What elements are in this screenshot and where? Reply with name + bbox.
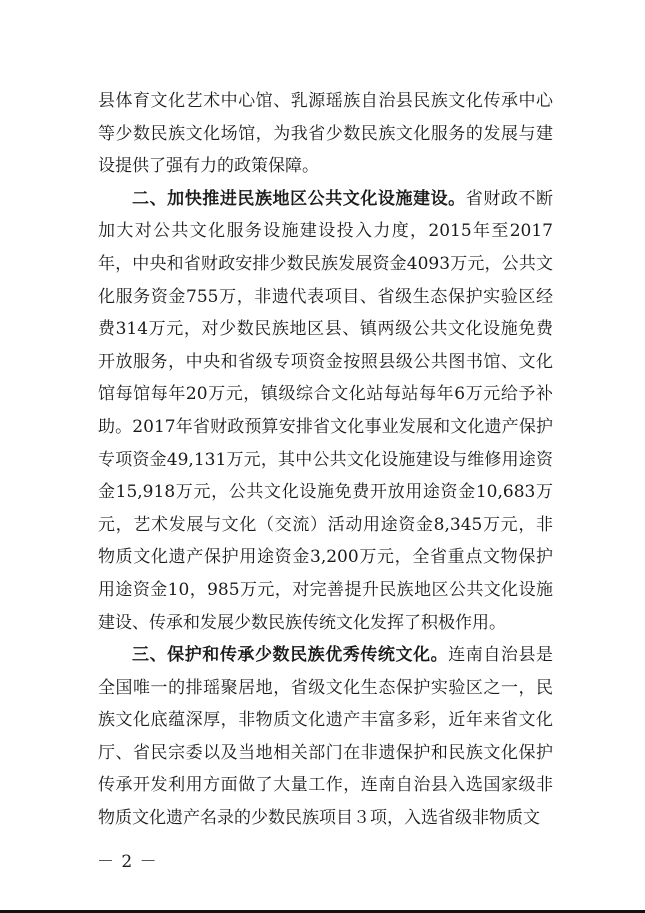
paragraph-section-3 [98,639,553,835]
section-heading-3: 三、保护和传承少数民族优秀传统文化。 [132,645,449,666]
paragraph-section-2 [98,183,553,639]
paragraph-text: 省财政不断加大对公共文化服务设施建设投入力度，2015年至2017年，中央和省财政安排少数民族发展资金4093万元，公共文化服务资金755万，非遗代表项目、省级生态保护实验区经费314万元，对少数民族地区县、镇两级公共文化设施免费开放服务，中央和省级专项资金按照县级公共图书馆、文化馆每馆每年20万元，镇级综合文化站每站每年6万元给予补助。2017年省财政预算安排省文化事业发展和文化遗产保护专项资金49,131万元，其中公共文化设施建设与维修用途资金15,918万元，公共文化设施免费开放用途资金10,683万元，艺术发展与文化（交流）活动用途资金8,345万元，非物质文化遗产保护用途资金3,200万元，全省重点文物保护用途资金10，985万元，对完善提升民族地区公共文化设施建设、传承和发展少数民族传统文化发挥了积极作用。 [98,188,554,633]
body-text [98,85,553,835]
page-number: － 2 － [97,852,158,872]
paragraph-text: 连南自治县是全国唯一的排瑶聚居地，省级文化生态保护实验区之一，民族文化底蕴深厚，非物质文化遗产丰富多彩，近年来省文化厅、省民宗委以及当地相关部门在非遗保护和民族文化保护传承开发利用方面做了大量工作，连南自治县入选国家级非物质文化遗产名录的少数民族项目３项，入选省级非物质文 [98,645,554,829]
paragraph-text: 县体育文化艺术中心馆、乳源瑶族自治县民族文化传承中心等少数民族文化场馆，为我省少数民族文化服务的发展与建设提供了强有力的政策保障。 [98,91,553,177]
section-heading-2: 二、加快推进民族地区公共文化设施建设。 [132,188,466,209]
paragraph-continuation [98,85,553,183]
